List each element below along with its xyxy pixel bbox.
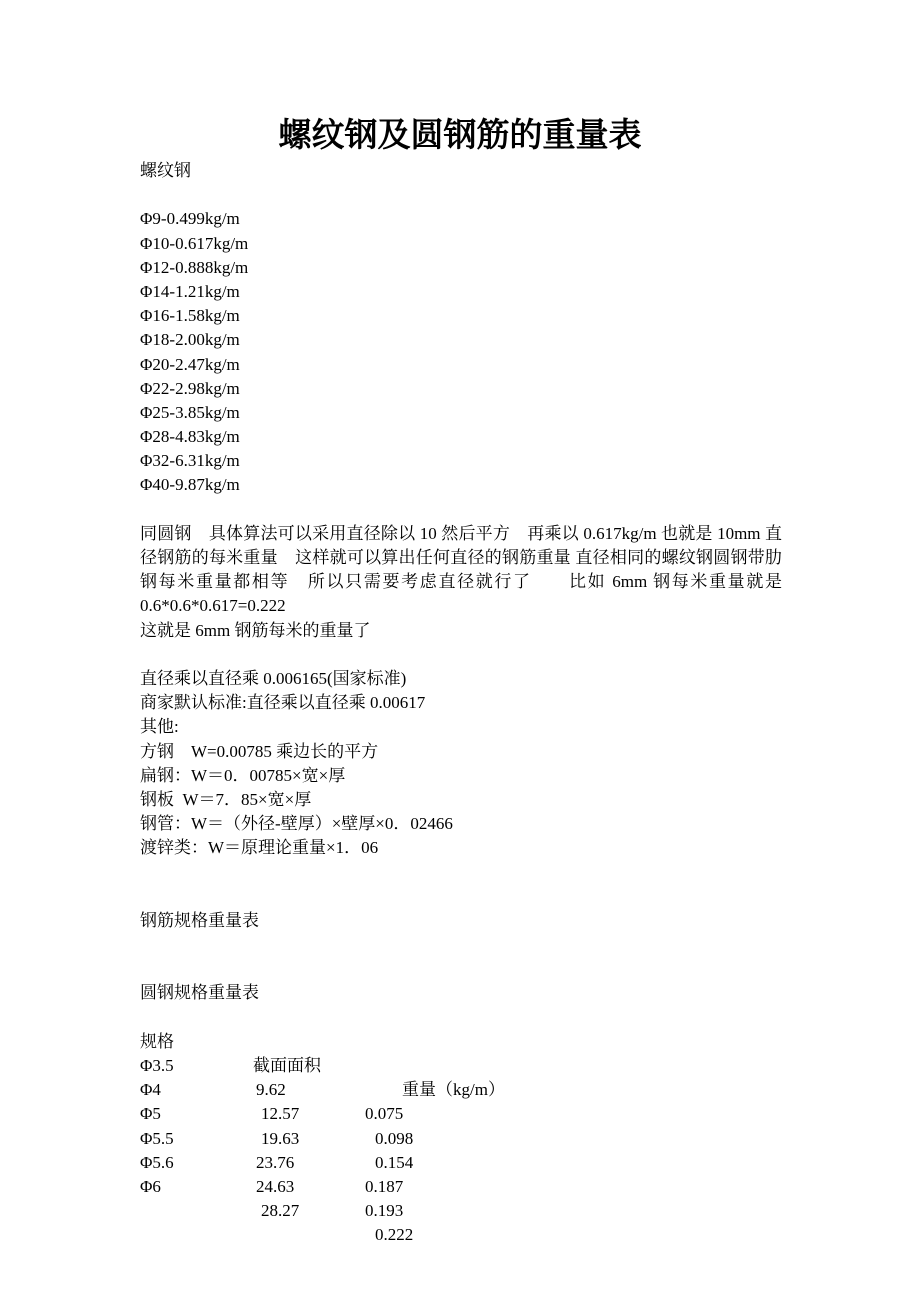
table-cell: Φ5.6 [140,1152,174,1172]
spacer [140,498,790,522]
column-header: 重量（kg/m） [402,1080,505,1100]
page-title: 螺纹钢及圆钢筋的重量表 [278,118,642,154]
spacer [140,861,790,885]
rebar-spec-heading: 钢筋规格重量表 [140,910,259,930]
list-item: Φ28-4.83kg/m [140,427,240,447]
table-cell: Φ6 [140,1176,161,1196]
table-cell: 0.154 [375,1152,414,1172]
list-item: Φ14-1.21kg/m [140,281,240,301]
list-item: Φ10-0.617kg/m [140,233,249,253]
table-cell: 0.193 [365,1201,404,1221]
formula-line: 钢管：W＝（外径-壁厚）×壁厚×0．02466 [140,814,453,834]
list-item: Φ32-6.31kg/m [140,451,240,471]
table-cell: 12.57 [261,1104,300,1124]
list-item: Φ25-3.85kg/m [140,402,240,422]
table-cell: 9.62 [256,1080,286,1100]
rebar-heading: 螺纹钢 [140,161,191,180]
document-body [140,159,790,1245]
column-header: 规格 [140,1031,174,1051]
table-cell: 0.187 [365,1176,404,1196]
list-item: Φ22-2.98kg/m [140,378,240,398]
explanation-paragraph: 同圆钢 具体算法可以采用直径除以 10 然后平方 再乘以 0.617kg/m 也就是 10mm 直径钢筋的每米重量 这样就可以算出任何直径的钢筋重量 直径相同的螺纹钢圆钢带肋钢每米重量都相等 所以只需要考虑直径就行了 比如 6mm 钢每米重量就是 0.6*0.6*0.617=0.222 [140,523,782,616]
formula-list [140,667,790,861]
spacer [140,183,790,207]
rebar-weight-list [140,207,790,497]
table-cell: 0.098 [375,1128,414,1148]
round-table-heading: 圆钢规格重量表 [140,983,259,1003]
round-steel-table [140,1006,790,1245]
table-cell: 0.075 [365,1104,404,1124]
table-cell: Φ5.5 [140,1128,174,1148]
table-cell: Φ5 [140,1104,161,1124]
table-cell: 23.76 [256,1152,295,1172]
table-cell: Φ3.5 [140,1056,174,1076]
list-item: Φ12-0.888kg/m [140,257,249,277]
formula-line: 其他: [140,717,179,737]
list-item: Φ20-2.47kg/m [140,354,240,374]
table-cell: Φ4 [140,1080,161,1100]
formula-line: 钢板 W＝7．85×宽×厚 [140,789,312,809]
spacer [140,885,790,909]
formula-line: 扁钢：W＝0．00785×宽×厚 [140,765,346,785]
formula-line: 商家默认标准:直径乘以直径乘 0.00617 [140,693,426,713]
list-item: Φ9-0.499kg/m [140,209,240,229]
formula-line: 方钢 W=0.00785 乘边长的平方 [140,741,379,761]
formula-line: 直径乘以直径乘 0.006165(国家标准) [140,669,407,688]
table-cell: 24.63 [256,1176,295,1196]
table-cell: 19.63 [261,1128,300,1148]
list-item: Φ18-2.00kg/m [140,330,240,350]
table-cell: 28.27 [261,1201,300,1221]
spacer [140,643,790,667]
list-item: Φ16-1.58kg/m [140,306,240,326]
spacer [140,957,790,981]
spacer [140,933,790,957]
explanation-tail: 这就是 6mm 钢筋每米的重量了 [140,620,371,640]
table-cell: 0.222 [375,1225,414,1245]
formula-line: 渡锌类：W＝原理论重量×1．06 [140,838,379,858]
column-header: 截面面积 [253,1056,321,1076]
list-item: Φ40-9.87kg/m [140,475,240,495]
